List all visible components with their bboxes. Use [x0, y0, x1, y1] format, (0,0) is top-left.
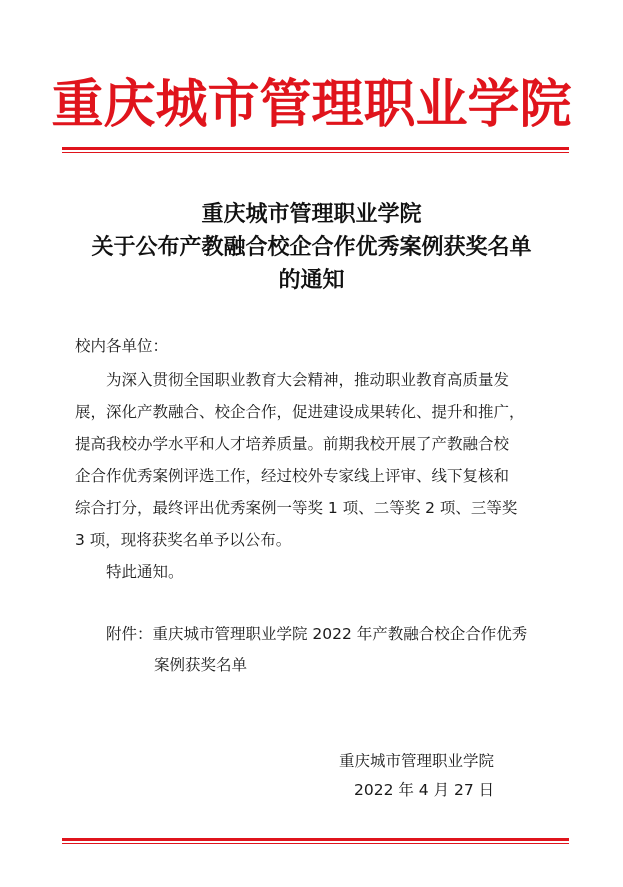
document-title-line-3: 的通知 [278, 267, 345, 293]
salutation: 校内各单位： [75, 337, 169, 355]
letterhead-red-rule-thick [62, 147, 569, 150]
document-title-line-1: 重庆城市管理职业学院 [201, 201, 422, 227]
attachment-line: 附件：重庆城市管理职业学院 2022 年产教融合校企合作优秀 [106, 625, 528, 643]
paragraph-line: 综合打分，最终评出优秀案例一等奖 1 项、二等奖 2 项、三等奖 [75, 499, 518, 517]
attachment-line-continued: 案例获奖名单 [154, 656, 248, 674]
paragraph-line: 3 项，现将获奖名单予以公布。 [75, 531, 292, 549]
signature-institution: 重庆城市管理职业学院 [339, 752, 495, 770]
document-title-line-2: 关于公布产教融合校企合作优秀案例获奖名单 [91, 234, 532, 260]
letterhead-red-rule-thin [62, 152, 569, 153]
letterhead-institution-name: 重庆城市管理职业学院 [51, 74, 572, 135]
paragraph-line: 提高我校办学水平和人才培养质量。前期我校开展了产教融合校 [75, 435, 510, 453]
paragraph-line: 展，深化产教融合、校企合作，促进建设成果转化、提升和推广， [75, 403, 525, 421]
paragraph-line: 为深入贯彻全国职业教育大会精神，推动职业教育高质量发 [106, 371, 510, 389]
main-paragraph [75, 364, 555, 556]
footer-red-rule-thick [62, 838, 569, 841]
closing-remark: 特此通知。 [106, 563, 184, 581]
signature-date: 2022 年 4 月 27 日 [354, 781, 495, 799]
paragraph-line: 企合作优秀案例评选工作，经过校外专家线上评审、线下复核和 [75, 467, 510, 485]
footer-red-rule-thin [62, 843, 569, 844]
